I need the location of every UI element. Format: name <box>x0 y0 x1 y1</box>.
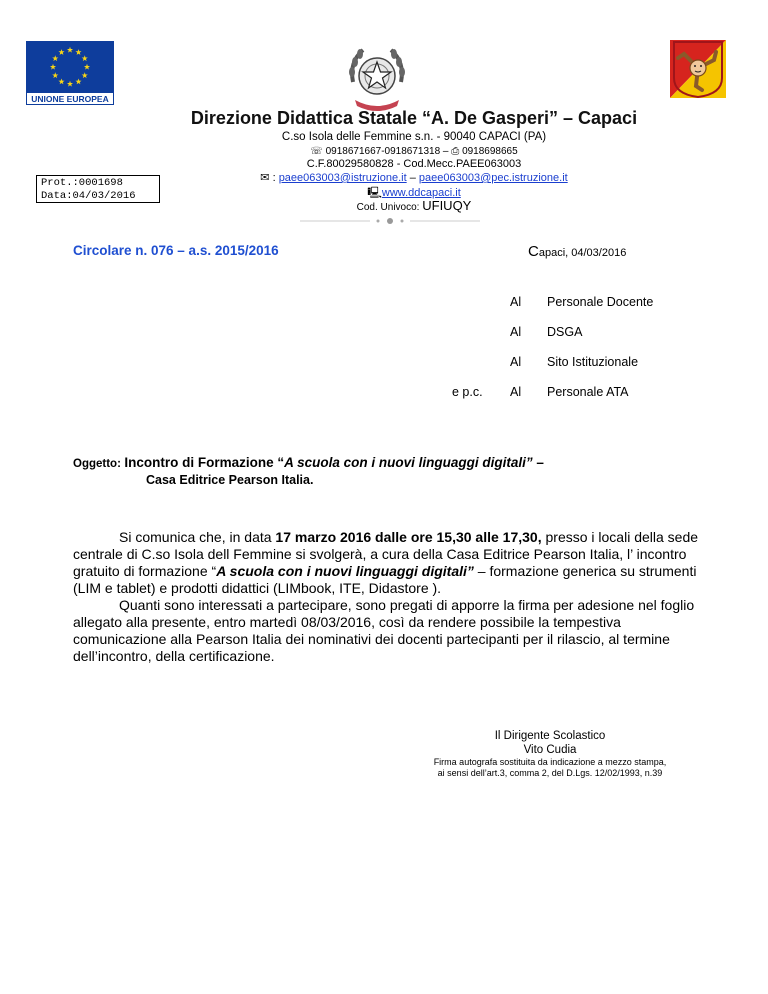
fax-icon: ⎙ <box>451 146 460 157</box>
place-initial: C <box>528 243 539 260</box>
recipient-name: Sito Istituzionale <box>547 355 639 369</box>
eu-star-icon <box>50 64 56 70</box>
school-address: C.so Isola delle Femmine s.n. - 90040 CAPACI (PA) <box>281 131 547 143</box>
eu-star-icon <box>67 47 73 53</box>
signature-note-1: Firma autografa sostituita da indicazione a mezzo stampa, <box>433 757 667 767</box>
protocol-number: Prot.:0001698 <box>41 177 123 189</box>
email-icon: ✉ <box>260 172 270 184</box>
body-paragraph-1: Si comunica che, in data 17 marzo 2016 dalle ore 15,30 alle 17,30, presso i locali della sede centrale di C.so Isola dell Femmine si svolgerà, a cura della Casa Editrice Pearson Italia, l’ incontro gratuito di formazione “A scuola con i nuovi linguaggi digitali” – formazione generica su strumenti (LIM e tablet) e prodotti didattici (LIMbook, ITE, Didastore ). <box>73 529 699 596</box>
email-prefix: : <box>272 172 276 184</box>
website-link[interactable]: www.ddcapaci.it <box>381 187 461 199</box>
recipient-al: Al <box>510 295 522 309</box>
recipient-name: DSGA <box>547 325 583 339</box>
signature-name: Vito Cudia <box>523 744 577 756</box>
signature-note-2: ai sensi dell’art.3, comma 2, del D.Lgs. 12/02/1993, n.39 <box>437 768 663 778</box>
sicily-region-emblem-icon <box>670 40 726 98</box>
eu-caption: UNIONE EUROPEA <box>26 93 114 105</box>
subject-line1: Incontro di Formazione “A scuola con i nuovi linguaggi digitali” – <box>124 455 544 470</box>
fax-number: 0918698665 <box>462 146 518 157</box>
recipient-name: Personale ATA <box>547 385 629 399</box>
recipient-al: Al <box>510 385 522 399</box>
email-separator: – <box>409 172 416 184</box>
eu-star-icon <box>58 79 64 85</box>
eu-star-icon <box>84 64 90 70</box>
signature-block <box>400 729 700 779</box>
recipient-al: Al <box>510 355 522 369</box>
school-name: Direzione Didattica Statale “A. De Gasperi” – Capaci <box>190 108 638 128</box>
eu-star-icon <box>75 49 81 55</box>
recipient-name: Personale Docente <box>547 295 654 309</box>
univoco-label: Cod. Univoco: <box>356 202 420 213</box>
eu-star-icon <box>75 79 81 85</box>
italian-republic-emblem-icon <box>343 42 411 114</box>
place-date-rest: apaci, 04/03/2016 <box>538 247 627 259</box>
body-text <box>73 529 701 665</box>
eu-flag-icon <box>26 41 114 93</box>
fiscal-codes: C.F.80029580828 - Cod.Mecc.PAEE063003 <box>306 158 522 170</box>
signature-role: Il Dirigente Scolastico <box>494 730 606 742</box>
eu-star-icon <box>58 49 64 55</box>
subject <box>73 455 713 488</box>
recipient-al: Al <box>510 325 522 339</box>
email-link[interactable]: paee063003@istruzione.it <box>278 172 407 184</box>
subject-label: Oggetto: <box>73 458 121 470</box>
eu-star-icon <box>82 72 88 78</box>
circolare-number: Circolare n. 076 – a.s. 2015/2016 <box>73 243 279 258</box>
contact-phones <box>0 146 768 157</box>
eu-star-icon <box>67 81 73 87</box>
univoco-value: UFIUQY <box>422 198 472 213</box>
place-date <box>528 243 626 260</box>
header-divider <box>300 213 480 223</box>
protocol-box <box>36 175 160 203</box>
web-icon: 🖳 <box>367 187 382 199</box>
recipient-prefix: e p.c. <box>452 385 483 399</box>
protocol-date: Data:04/03/2016 <box>41 190 136 202</box>
eu-star-icon <box>52 55 58 61</box>
eu-star-icon <box>82 55 88 61</box>
eu-star-icon <box>52 72 58 78</box>
subject-line2: Casa Editrice Pearson Italia. <box>146 473 314 487</box>
phone-icon: ☏ <box>310 146 323 157</box>
pec-link[interactable]: paee063003@pec.istruzione.it <box>418 172 568 184</box>
body-paragraph-2: Quanti sono interessati a partecipare, sono pregati di apporre la firma per adesione nel foglio allegato alla presente, entro martedì 08/03/2016, così da rendere possibile la tempestiva comunicazione alla Pearson Italia dei nominativi dei docenti partecipanti per il rilascio, al termine dell’incontro, della certificazione. <box>73 597 695 664</box>
phone-numbers: 0918671667-0918671318 – <box>325 146 449 157</box>
